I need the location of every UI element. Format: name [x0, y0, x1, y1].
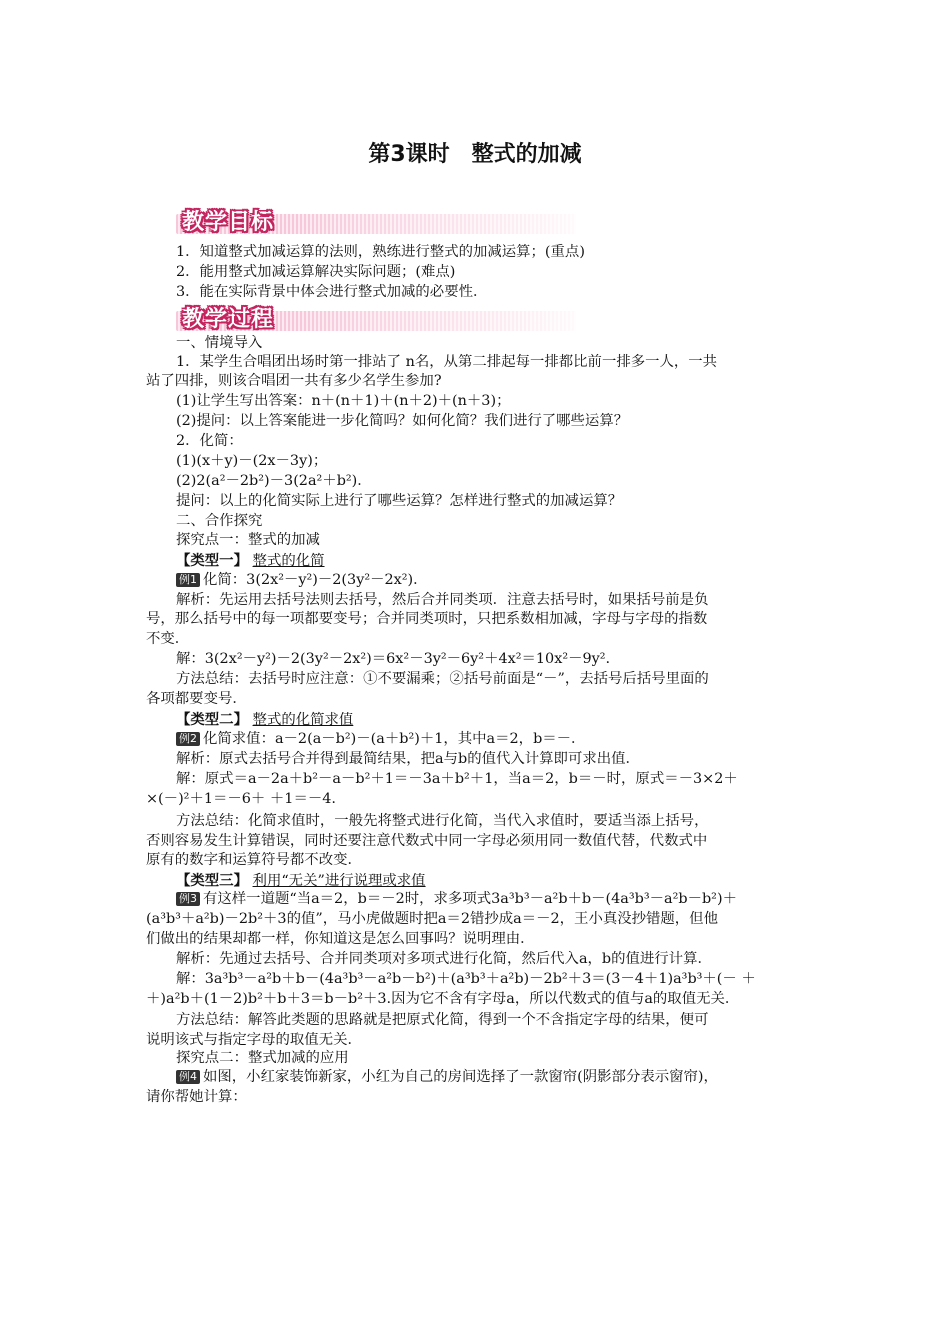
paragraph-line: 们做出的结果却都一样，你知道这是怎么回事吗？说明理由．	[146, 931, 535, 947]
formula-line: ×(－)²＋1＝－6＋ ＋1＝－4.	[146, 791, 336, 807]
goal-item: 2．能用整式加减运算解决实际问题；(难点)	[176, 264, 456, 280]
example-text: 化简：3(2x²－y²)－2(3y²－2x²)．	[203, 572, 428, 588]
goal-item: 3．能在实际背景中体会进行整式加减的必要性．	[176, 284, 488, 300]
paragraph-line: 解析：先通过去括号、合并同类项对多项式进行化简，然后代入a，b的值进行计算．	[176, 951, 712, 967]
page-title: 第3课时 整式的加减	[368, 142, 582, 167]
banner-teaching-process	[176, 302, 576, 332]
example-line	[176, 890, 950, 909]
type-label: 【类型一】	[176, 552, 248, 569]
paragraph-line: 说明该式与指定字母的取值无关．	[146, 1032, 362, 1048]
subsection-heading: 探究点一：整式的加减	[176, 532, 320, 548]
example-text: 化简求值：a－2(a－b²)－(a＋b²)＋1，其中a＝2，b＝－．	[203, 731, 586, 747]
type-label: 【类型二】	[176, 711, 248, 728]
paragraph-line: 2．化简：	[176, 433, 243, 449]
example-badge: 例1	[176, 573, 200, 587]
paragraph-line: 解析：先运用去括号法则去括号，然后合并同类项．注意去括号时，如果括号前是负	[176, 592, 709, 608]
formula-line: (1)(x＋y)－(2x－3y)；	[176, 453, 328, 469]
formula-line: (2)2(a²－2b²)－3(2a²＋b²)．	[176, 473, 372, 489]
example-badge: 例4	[176, 1070, 200, 1084]
type-heading	[176, 871, 950, 891]
formula-line: 解：3a³b³－a²b＋b－(4a³b³－a²b－b²)＋(a³b³＋a²b)－2b²＋3＝(3－4＋1)a³b³＋(－ ＋	[176, 971, 756, 987]
type-title: 利用“无关”进行说理或求值	[252, 873, 426, 889]
section-heading: 一、情境导入	[176, 335, 263, 351]
paragraph-line: 方法总结：解答此类题的思路就是把原式化简，得到一个不含指定字母的结果，便可	[176, 1012, 709, 1028]
example-badge: 例3	[176, 892, 200, 906]
formula-line: ＋)a²b＋(1－2)b²＋b＋3＝b－b²＋3.因为它不含有字母a，所以代数式的值与a的取值无关．	[146, 991, 740, 1007]
paragraph-line: (1)让学生写出答案：n＋(n＋1)＋(n＋2)＋(n＋3)；	[176, 393, 511, 409]
formula-line: 解：原式＝a－2a＋b²－a－b²＋1＝－3a＋b²＋1，当a＝2，b＝－时，原式＝－3×2＋	[176, 771, 738, 787]
example-text: 有这样一道题“当a＝2，b＝－2时，求多项式3a³b³－a²b＋b－(4a³b³－a²b－b²)＋	[203, 891, 737, 907]
example-text: 如图，小红家装饰新家，小红为自己的房间选择了一款窗帘(阴影部分表示窗帘)，	[203, 1069, 718, 1085]
paragraph-line: 解析：原式去括号合并得到最简结果，把a与b的值代入计算即可求出值．	[176, 751, 640, 767]
section-heading: 二、合作探究	[176, 513, 263, 529]
paragraph-line: 不变．	[146, 631, 190, 647]
example-line	[176, 571, 950, 590]
banner-teaching-goals	[176, 205, 576, 235]
paragraph-line: 请你帮她计算：	[146, 1089, 247, 1105]
banner-label: 教学目标	[182, 210, 275, 235]
paragraph-line: 站了四排，则该合唱团一共有多少名学生参加?	[146, 373, 442, 389]
example-line	[176, 730, 950, 749]
type-heading	[176, 710, 950, 730]
subsection-heading: 探究点二：整式加减的应用	[176, 1050, 349, 1066]
paragraph-line: (2)提问：以上答案能进一步化简吗？如何化简？我们进行了哪些运算？	[176, 413, 629, 429]
paragraph-line: 方法总结：去括号时应注意：①不要漏乘；②括号前面是“－”，去括号后括号里面的	[176, 671, 709, 687]
formula-line: 解：3(2x²－y²)－2(3y²－2x²)＝6x²－3y²－6y²＋4x²＝10x²－9y².	[176, 651, 611, 667]
banner-label: 教学过程	[182, 307, 275, 332]
type-label: 【类型三】	[176, 872, 248, 889]
paragraph-line: (a³b³＋a²b)－2b²＋3的值”，马小虎做题时把a＝2错抄成a＝－2，王小真没抄错题，但他	[146, 911, 718, 927]
type-title: 整式的化简	[252, 553, 325, 569]
example-line	[176, 1068, 950, 1087]
type-heading	[176, 551, 950, 571]
paragraph-line: 号，那么括号中的每一项都要变号；合并同类项时，只把系数相加减，字母与字母的指数	[146, 611, 708, 627]
paragraph-line: 否则容易发生计算错误，同时还要注意代数式中同一字母必须用同一数值代替，代数式中	[146, 833, 708, 849]
paragraph-line: 各项都要变号．	[146, 691, 247, 707]
paragraph-line: 原有的数字和运算符号都不改变．	[146, 852, 362, 868]
paragraph-line: 提问：以上的化简实际上进行了哪些运算？怎样进行整式的加减运算？	[176, 493, 623, 509]
goal-item: 1．知道整式加减运算的法则，熟练进行整式的加减运算；(重点)	[176, 244, 585, 260]
paragraph-line: 方法总结：化简求值时，一般先将整式进行化简，当代入求值时，要适当添上括号，	[176, 813, 709, 829]
paragraph-line: 1．某学生合唱团出场时第一排站了 n名，从第二排起每一排都比前一排多一人，一共	[176, 354, 718, 370]
example-badge: 例2	[176, 732, 200, 746]
type-title: 整式的化简求值	[252, 712, 354, 728]
